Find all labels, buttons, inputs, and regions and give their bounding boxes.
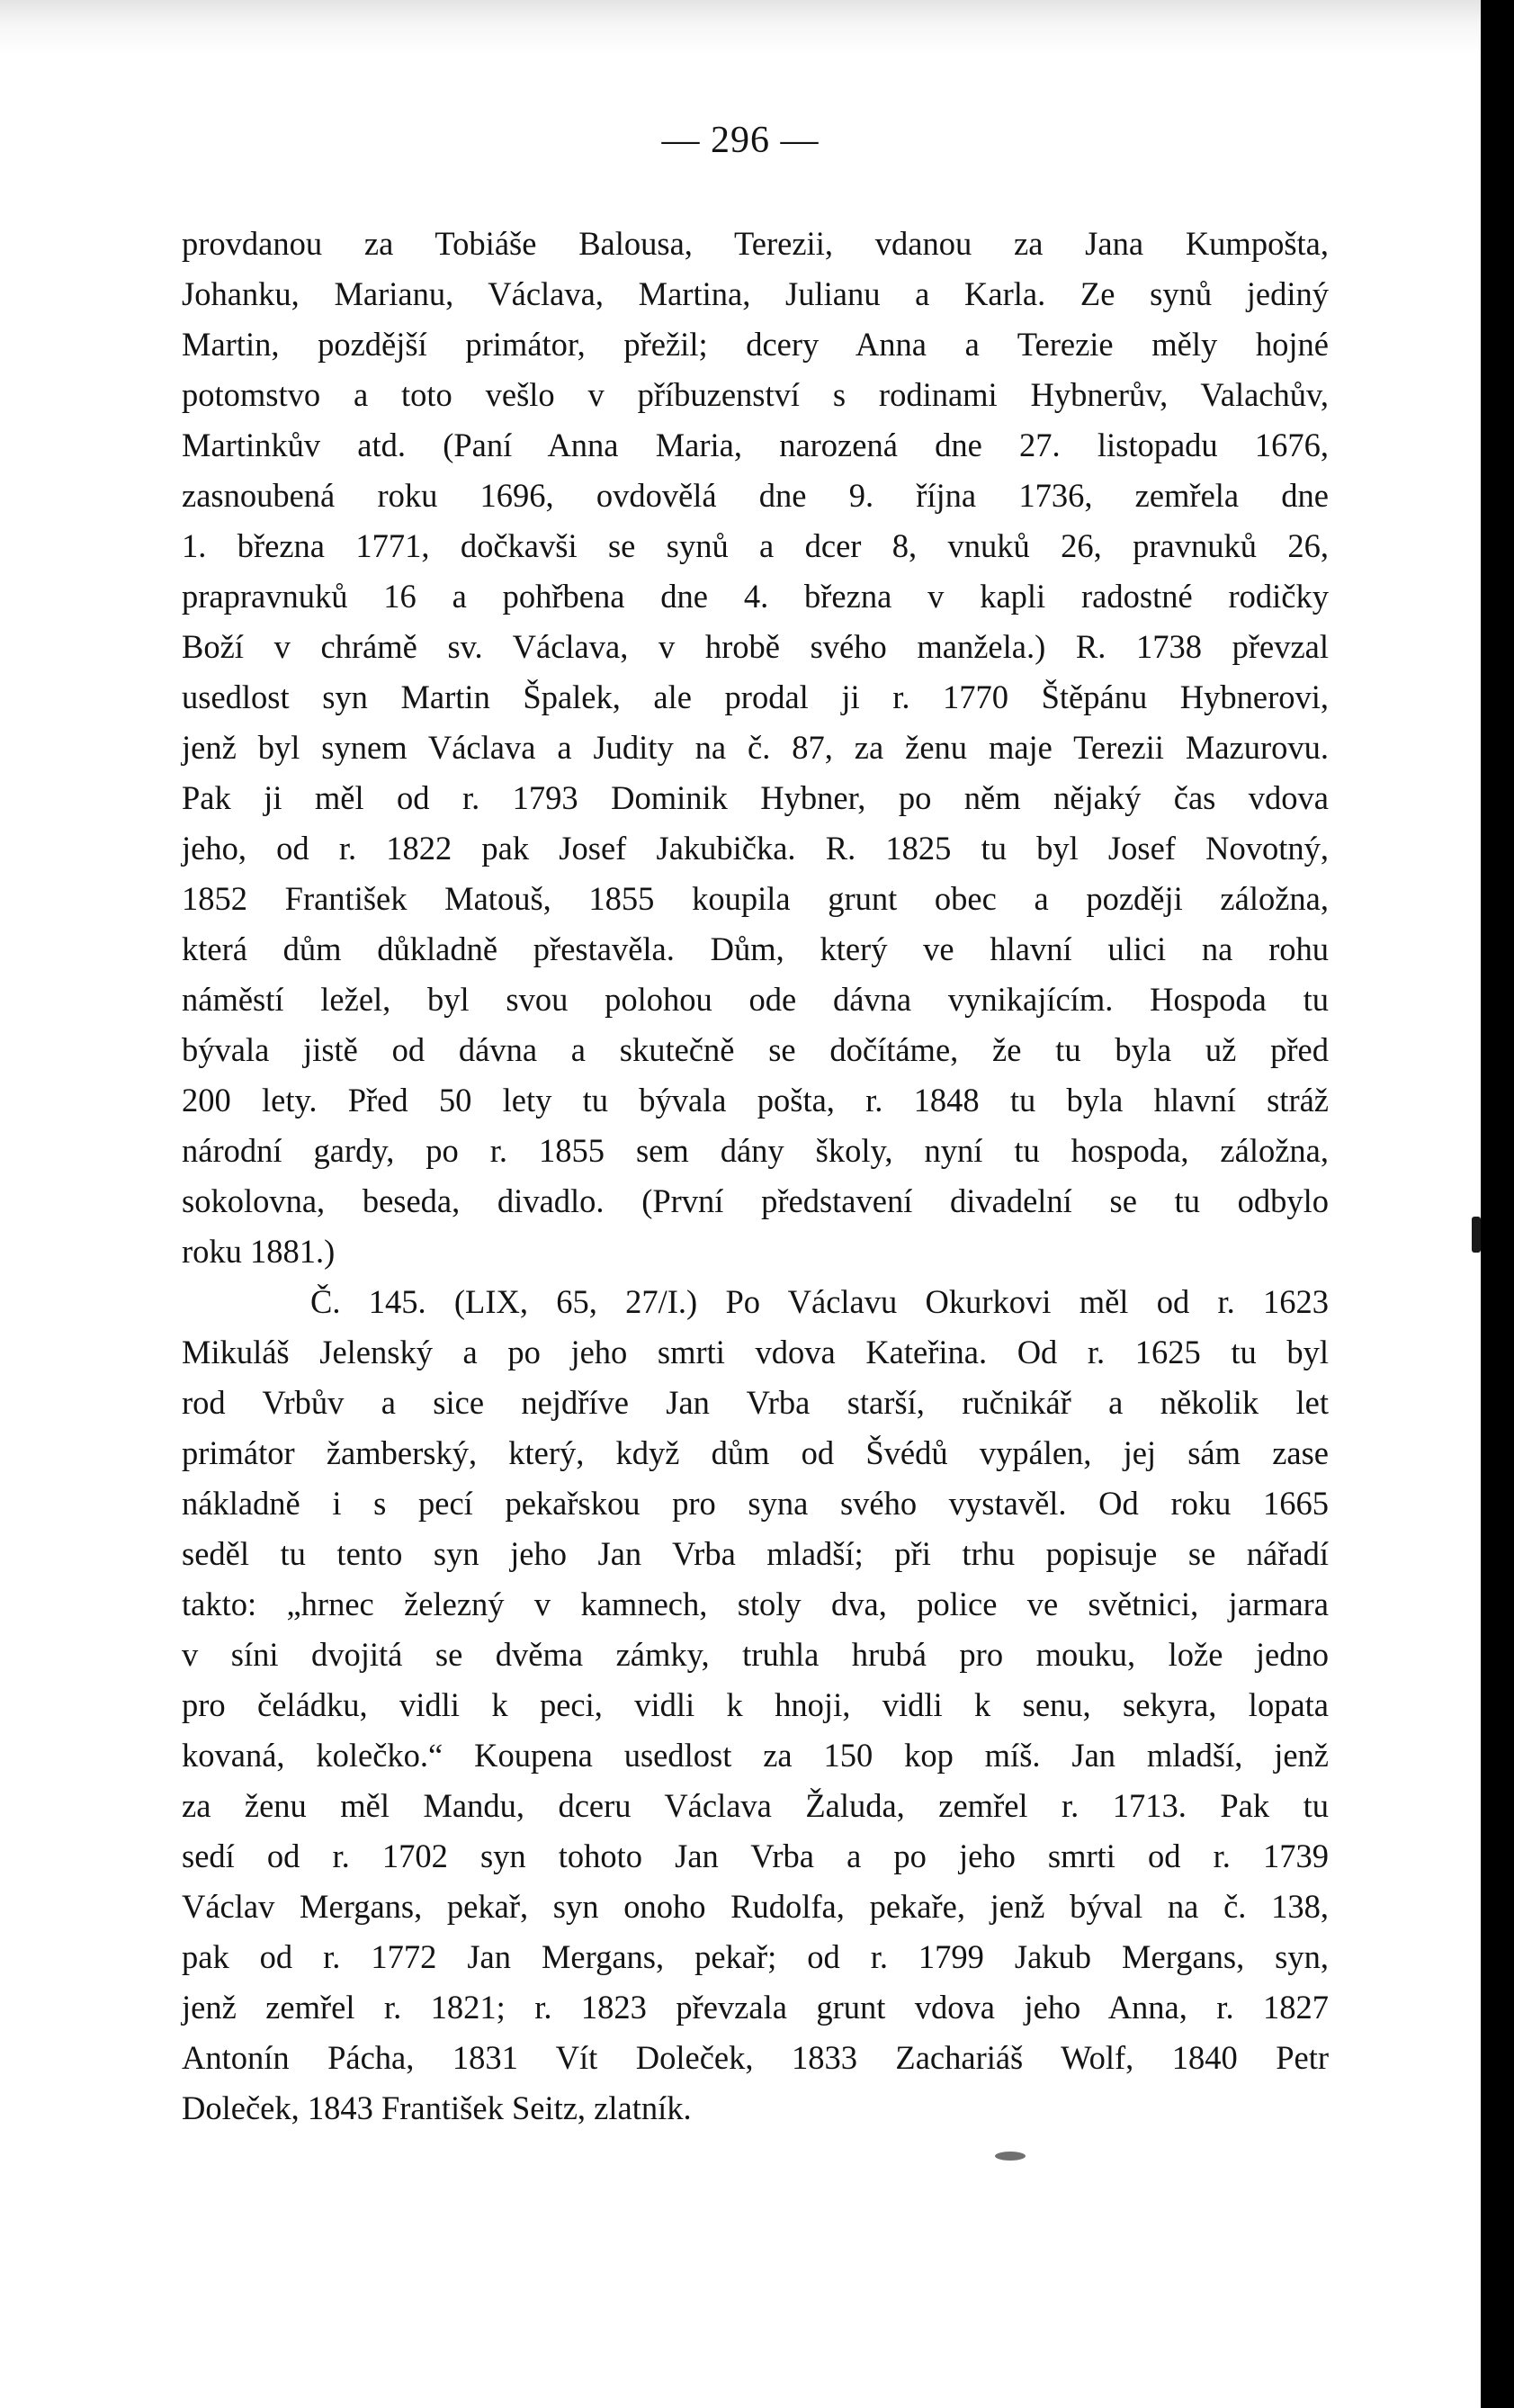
page-number: — 296 — bbox=[661, 120, 820, 161]
text-line: sokolovna, beseda, divadlo. (První představení divadelní se tu odbylo bbox=[182, 1182, 1329, 1219]
body-text bbox=[182, 219, 1329, 2134]
text-line: pak od r. 1772 Jan Mergans, pekař; od r. 1799 Jakub Mergans, syn, bbox=[182, 1938, 1329, 1975]
text-line: rod Vrbův a sice nejdříve Jan Vrba starší, ručnikář a několik let bbox=[182, 1384, 1329, 1421]
text-line: nákladně i s pecí pekařskou pro syna svého vystavěl. Od roku 1665 bbox=[182, 1485, 1329, 1522]
text-line: která dům důkladně přestavěla. Dům, který ve hlavní ulici na rohu bbox=[182, 930, 1329, 967]
paragraph-end-line: roku 1881.) bbox=[182, 1233, 336, 1270]
text-line: kovaná, kolečko.“ Koupena usedlost za 150 kop míš. Jan mladší, jenž bbox=[182, 1737, 1329, 1774]
paragraph-start-line: Č. 145. (LIX, 65, 27/I.) Po Václavu Okurkovi měl od r. 1623 bbox=[310, 1283, 1329, 1320]
text-line: Mikuláš Jelenský a po jeho smrti vdova Kateřina. Od r. 1625 tu byl bbox=[182, 1334, 1329, 1370]
text-line: takto: „hrnec železný v kamnech, stoly dva, police ve světnici, jarmara bbox=[182, 1586, 1329, 1622]
text-line: Boží v chrámě sv. Václava, v hrobě svého manžela.) R. 1738 převzal bbox=[182, 628, 1329, 665]
page-edge bbox=[1481, 0, 1514, 2408]
text-line: usedlost syn Martin Špalek, ale prodal ji r. 1770 Štěpánu Hybnerovi, bbox=[182, 678, 1329, 715]
text-line: Antonín Pácha, 1831 Vít Doleček, 1833 Zachariáš Wolf, 1840 Petr bbox=[182, 2039, 1329, 2076]
ink-smudge bbox=[995, 2152, 1026, 2161]
text-line: jenž byl synem Václava a Judity na č. 87, za ženu maje Terezii Mazurovu. bbox=[182, 729, 1329, 766]
text-line: provdanou za Tobiáše Balousa, Terezii, vdanou za Jana Kumpošta, bbox=[182, 225, 1329, 262]
text-line: náměstí ležel, byl svou polohou ode dávna vynikajícím. Hospoda tu bbox=[182, 981, 1329, 1018]
text-line: seděl tu tento syn jeho Jan Vrba mladší; při trhu popisuje se nářadí bbox=[182, 1535, 1329, 1572]
text-line: pro čeládku, vidli k peci, vidli k hnoji, vidli k senu, sekyra, lopata bbox=[182, 1686, 1329, 1723]
text-line: bývala jistě od dávna a skutečně se dočítáme, že tu byla už před bbox=[182, 1031, 1329, 1068]
text-line: potomstvo a toto vešlo v příbuzenství s rodinami Hybnerův, Valachův, bbox=[182, 376, 1329, 413]
text-line: 1852 František Matouš, 1855 koupila grunt obec a později záložna, bbox=[182, 880, 1329, 917]
text-line: prapravnuků 16 a pohřbena dne 4. března v kapli radostné rodičky bbox=[182, 578, 1329, 615]
text-line: 1. března 1771, dočkavši se synů a dcer 8, vnuků 26, pravnuků 26, bbox=[182, 527, 1329, 564]
text-line: za ženu měl Mandu, dceru Václava Žaluda, zemřel r. 1713. Pak tu bbox=[182, 1787, 1329, 1824]
text-line: Martin, pozdější primátor, přežil; dcery Anna a Terezie měly hojné bbox=[182, 326, 1329, 363]
paragraph-end-line: Doleček, 1843 František Seitz, zlatník. bbox=[182, 2089, 692, 2126]
text-line: národní gardy, po r. 1855 sem dány školy, nyní tu hospoda, záložna, bbox=[182, 1132, 1329, 1169]
text-line: sedí od r. 1702 syn tohoto Jan Vrba a po jeho smrti od r. 1739 bbox=[182, 1837, 1329, 1874]
page-edge-line bbox=[1490, 0, 1492, 108]
text-line: primátor žamberský, který, když dům od Švédů vypálen, jej sám zase bbox=[182, 1434, 1329, 1471]
text-line: zasnoubená roku 1696, ovdovělá dne 9. října 1736, zemřela dne bbox=[182, 477, 1329, 514]
text-line: Martinkův atd. (Paní Anna Maria, narozená dne 27. listopadu 1676, bbox=[182, 427, 1329, 463]
scan-shadow bbox=[0, 0, 1481, 54]
text-line: v síni dvojitá se dvěma zámky, truhla hrubá pro mouku, lože jedno bbox=[182, 1636, 1329, 1673]
text-line: Václav Mergans, pekař, syn onoho Rudolfa, pekaře, jenž býval na č. 138, bbox=[182, 1888, 1329, 1925]
margin-mark bbox=[1472, 1217, 1481, 1253]
text-line: 200 lety. Před 50 lety tu bývala pošta, r. 1848 tu byla hlavní stráž bbox=[182, 1082, 1329, 1119]
text-line: Pak ji měl od r. 1793 Dominik Hybner, po něm nějaký čas vdova bbox=[182, 779, 1329, 816]
text-line: jeho, od r. 1822 pak Josef Jakubička. R. 1825 tu byl Josef Novotný, bbox=[182, 830, 1329, 867]
text-line: Johanku, Marianu, Václava, Martina, Julianu a Karla. Ze synů jediný bbox=[182, 275, 1329, 312]
text-line: jenž zemřel r. 1821; r. 1823 převzala grunt vdova jeho Anna, r. 1827 bbox=[182, 1989, 1329, 2026]
